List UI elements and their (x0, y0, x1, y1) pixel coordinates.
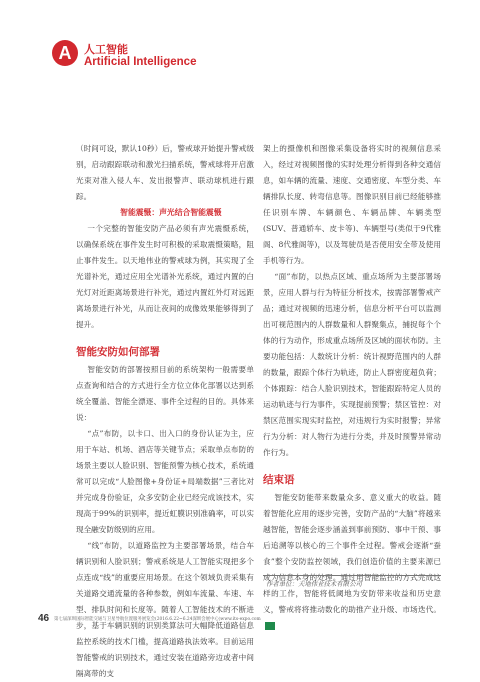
author-note: 作者单位：天地伟业技术有限公司 (266, 580, 362, 588)
right-paragraph-3 (263, 490, 441, 634)
left-paragraph-5: “线”布防，以道路监控为主要部署场景，结合车辆识别和人脸识别；警戒系统是人工智能实现把多个点连成“线”的重要应用场景。在这个领域负责采集有关道路交通流量的各种参数，例如车流量、车速、车型、排队时间和长度等。随着人工智能技术的不断进步，基于车辆识别的识别类算法可大幅降低道路信息监控系统的技术门槛，提高道路执法效率。目前运用智能警戒的识别技术，通过安装在道路旁边或者中间隔离带的支 (76, 541, 254, 678)
author-divider (263, 575, 441, 576)
section-heading-deployment: 智能安防如何部署 (76, 346, 160, 358)
header-logo: A (52, 40, 78, 66)
left-paragraph-1: （时间可设，默认10秒）后，警戒球开始提升警戒级别，启动跟踪联动和激光扫描系统，警戒球将开启激光束对准入侵人车、发出报警声、联动球机进行跟踪。 (76, 144, 254, 201)
header-title-en: Artificial Intelligence (84, 56, 197, 68)
right-paragraph-1: 架上的摄像机和图像采集设备将实时的视频信息采入，经过对视频图像的实时处理分析得到各种交通信息，如车辆的流量、速度、交通密度、车型分类、车辆排队长度、转弯信息等。图像识别目前已经能够推任识别车牌、车辆颜色、车辆品牌、车辆类型(SUV、普通轿车、皮卡等)、车辆型号(类似于9代雅阁、8代雅阁等)，以及驾驶员是否使用安全带及使用手机等行为。 (263, 144, 441, 265)
conclusion-text: 智能安防能带来数量众多、意义重大的收益。随着智能化应用的逐步完善，安防产品的“大脑”将越来越智能，智能会逐步涵盖到事前预防、事中干预、事后追溯等以核心的三个事件全过程。警戒会逐渐“蚕食”整个安防监控领域，我们创造价值的主要来源已成为信息本身的处理。通过用智能监控的方式完成这样的工作，智能将低阈地为安防带来收益和历史意义，警戒将将推动数化的助推产业升级、市场迭代。 (263, 493, 441, 614)
section-heading-conclusion: 结束语 (263, 474, 295, 486)
sub-heading-deterrence: 智能震慑：声光结合智能震慑 (120, 208, 222, 217)
left-paragraph-3: 智能安防的部署按照目前的系统架构一般需要单点查询和结合的方式进行全方位立体化部署以达到系统全覆盖、智能全漂逐、事件全过程的目的。具体来说： (76, 365, 254, 422)
end-mark-icon: Ⓒ (265, 622, 275, 630)
right-column (263, 141, 441, 634)
left-column (76, 141, 254, 682)
header-title-cn: 人工智能 (84, 43, 128, 56)
right-paragraph-2: “面”布防，以热点区域、重点场所为主要部署场景，应用人群与行为特征分析技术，按需部署警戒产品；通过对视频的迅速分析，信息分析平台可以监测出可视范围内的人群数量和人群聚集点，捕捉每个个体的行为动作，形成重点场所及区域的面状布防。主要功能包括：人数统计分析：统计视野范围内的人群的数量，跟踪个体行为轨迹，防止人群密度超负荷；个体跟踪：结合人脸识别技术，智能跟踪特定人员的运动轨迹与行为事件，实现提前预警；禁区管控：对禁区范围实现实时监控，对违规行为实时报警；异常行为分析：对人物行为进行分类，并及时预警异常动作行为。 (263, 272, 441, 457)
page-number: 46 (38, 613, 50, 624)
footer-text: 第七届深圳国际智能交通与卫星导航位置服务展览会(2016.6.22~6.24深圳会展中心)www.its-expo.com (54, 617, 261, 622)
left-paragraph-4: “点”布防，以卡口、出入口的身份认证为主，应用于车站、机场、酒店等关键节点；采取单点布防的场景主要以人脸识别、智能预警为核心技术，系统通常可以完成“人脸图像+身份证+局端数据”三者比对并完成身份验证，众多安防企业已经完成该技术，实现高于99%的识别率，提近虹膜识别准确率，可以实现全融安防级别的应用。 (76, 429, 254, 534)
left-paragraph-2: 一个完整的智能安防产品必须有声光震慑系统，以确保系统在事件发生时可积极的采取震慑策略，阻止事件发生。以天地伟业的警戒球为例，其实现了全光谱补光，通过应用全光谱补光系统，通过内置的白光灯对近距离场景进行补光，通过内置红外灯对远距离场景进行补光，从而让夜间的成像效果能够得到了提升。 (76, 224, 254, 329)
